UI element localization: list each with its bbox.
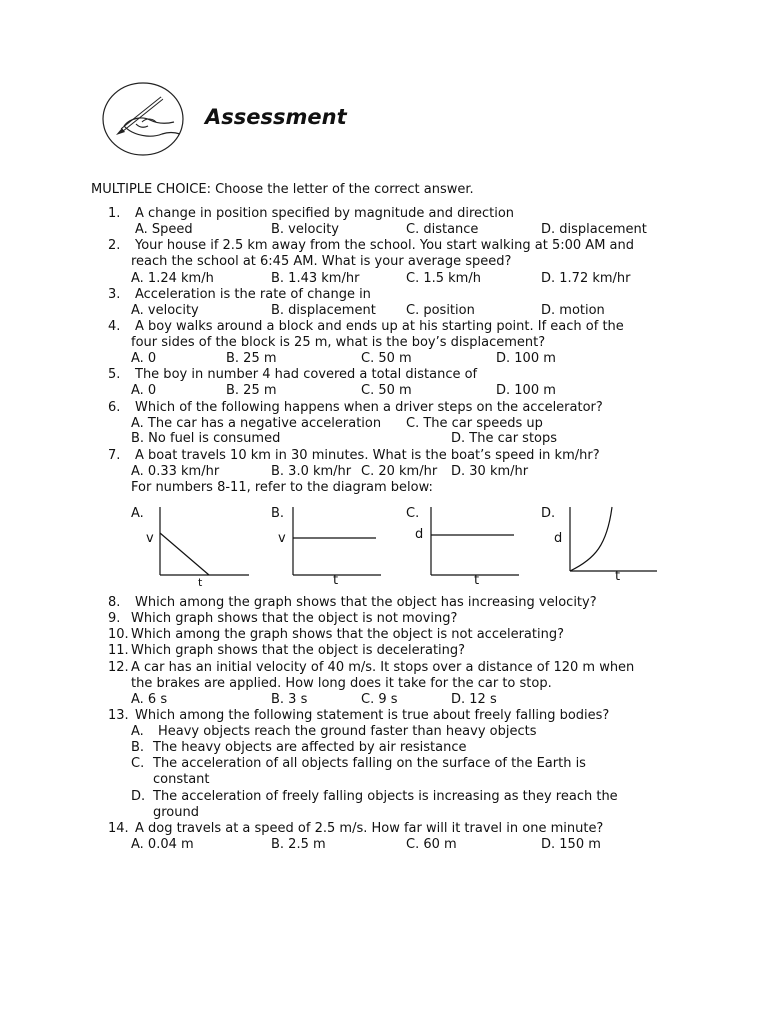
choice: B. 25 m <box>226 383 277 398</box>
choice: B. 3 s <box>271 692 308 707</box>
question-number: 9. <box>108 611 121 626</box>
graph-a <box>155 505 255 580</box>
question-text: Which graph shows that the object is decelerating? <box>131 643 466 658</box>
choice: A. 0 <box>131 383 157 398</box>
graph-y-label: v <box>146 531 154 546</box>
choice: D. 12 s <box>451 692 497 707</box>
choice-text: Heavy objects reach the ground faster than heavy objects <box>158 724 537 739</box>
question-number: 11. <box>108 643 129 658</box>
choice: D. The car stops <box>451 431 558 446</box>
question-text: A boy walks around a block and ends up at his starting point. If each of the <box>135 319 624 334</box>
question-number: 14. <box>108 821 129 836</box>
choice: C. 1.5 km/h <box>406 271 481 286</box>
choice-text: constant <box>153 772 210 787</box>
choice: C. 60 m <box>406 837 457 852</box>
choice-letter: A. <box>131 724 144 739</box>
choice: B. velocity <box>271 222 339 237</box>
question-text: A change in position specified by magnitude and direction <box>135 206 515 221</box>
choice: A. 1.24 km/h <box>131 271 214 286</box>
choice: A. 6 s <box>131 692 168 707</box>
question-text: Acceleration is the rate of change in <box>135 287 371 302</box>
question-number: 6. <box>108 400 121 415</box>
question-text: The boy in number 4 had covered a total distance of <box>135 367 478 382</box>
question-number: 10. <box>108 627 129 642</box>
choice: D. 100 m <box>496 383 556 398</box>
question-text: four sides of the block is 25 m, what is the boy’s displacement? <box>131 335 546 350</box>
choice: A. The car has a negative acceleration <box>131 416 382 431</box>
question-text: reach the school at 6:45 AM. What is your average speed? <box>131 254 512 269</box>
graph-c <box>426 505 526 580</box>
question-number: 5. <box>108 367 121 382</box>
graph-x-label: t <box>333 573 339 588</box>
choice-text: The acceleration of all objects falling on the surface of the Earth is <box>153 756 586 771</box>
graph-d <box>565 505 665 580</box>
choice: D. 30 km/hr <box>451 464 529 479</box>
instructions: MULTIPLE CHOICE: Choose the letter of the correct answer. <box>91 182 474 197</box>
choice-text: The acceleration of freely falling objects is increasing as they reach the <box>153 789 618 804</box>
choice: B. 25 m <box>226 351 277 366</box>
choice: D. displacement <box>541 222 647 237</box>
choice: A. 0.33 km/hr <box>131 464 220 479</box>
graph-x-label: t <box>198 576 203 589</box>
question-text: the brakes are applied. How long does it take for the car to stop. <box>131 676 552 691</box>
choice-text: The heavy objects are affected by air resistance <box>153 740 467 755</box>
graph-y-label: v <box>278 531 286 546</box>
choice: A. 0.04 m <box>131 837 194 852</box>
choice-letter: C. <box>131 756 145 771</box>
choice: A. 0 <box>131 351 157 366</box>
hand-writing-pencil-icon <box>102 82 184 156</box>
graph-y-label: d <box>415 527 424 542</box>
choice: D. motion <box>541 303 605 318</box>
question-text: Which of the following happens when a driver steps on the accelerator? <box>135 400 603 415</box>
choice: C. 9 s <box>361 692 398 707</box>
choice: B. displacement <box>271 303 376 318</box>
graph-letter: D. <box>541 506 556 521</box>
choice: C. distance <box>406 222 479 237</box>
graph-y-label: d <box>554 531 563 546</box>
choice: D. 150 m <box>541 837 601 852</box>
choice: B. No fuel is consumed <box>131 431 281 446</box>
graph-x-label: t <box>474 573 480 588</box>
question-number: 3. <box>108 287 121 302</box>
choice-letter: B. <box>131 740 145 755</box>
question-number: 12. <box>108 660 129 675</box>
decreasing-line <box>160 533 209 575</box>
choice: A. velocity <box>131 303 199 318</box>
graph-letter: C. <box>406 506 420 521</box>
increasing-curve <box>570 507 612 571</box>
question-number: 1. <box>108 206 121 221</box>
graph-letter: B. <box>271 506 285 521</box>
graph-letter: A. <box>131 506 144 521</box>
question-number: 13. <box>108 708 129 723</box>
question-text: A boat travels 10 km in 30 minutes. What is the boat’s speed in km/hr? <box>135 448 600 463</box>
choice: D. 100 m <box>496 351 556 366</box>
question-number: 8. <box>108 595 121 610</box>
choice-letter: D. <box>131 789 146 804</box>
choice: C. position <box>406 303 475 318</box>
choice-text: ground <box>153 805 199 820</box>
choice: C. 50 m <box>361 383 412 398</box>
choice: B. 3.0 km/hr <box>271 464 352 479</box>
question-text: A dog travels at a speed of 2.5 m/s. How far will it travel in one minute? <box>135 821 604 836</box>
question-text: A car has an initial velocity of 40 m/s. It stops over a distance of 120 m when <box>131 660 635 675</box>
question-text: Which among the following statement is true about freely falling bodies? <box>135 708 610 723</box>
question-text: Which among the graph shows that the object has increasing velocity? <box>135 595 597 610</box>
choice: C. 20 km/hr <box>361 464 438 479</box>
choice: C. 50 m <box>361 351 412 366</box>
question-number: 4. <box>108 319 121 334</box>
choice: D. 1.72 km/hr <box>541 271 631 286</box>
question-text: Your house if 2.5 km away from the school. You start walking at 5:00 AM and <box>135 238 635 253</box>
question-number: 2. <box>108 238 121 253</box>
choice: A. Speed <box>135 222 193 237</box>
question-text: Which among the graph shows that the object is not accelerating? <box>131 627 564 642</box>
page-title: Assessment <box>205 105 347 129</box>
graph-b <box>288 505 388 580</box>
choice: C. The car speeds up <box>406 416 543 431</box>
diagram-intro: For numbers 8-11, refer to the diagram below: <box>131 480 433 495</box>
choice: B. 1.43 km/hr <box>271 271 360 286</box>
question-text: Which graph shows that the object is not moving? <box>131 611 458 626</box>
choice: B. 2.5 m <box>271 837 326 852</box>
question-number: 7. <box>108 448 121 463</box>
graph-x-label: t <box>615 569 621 584</box>
